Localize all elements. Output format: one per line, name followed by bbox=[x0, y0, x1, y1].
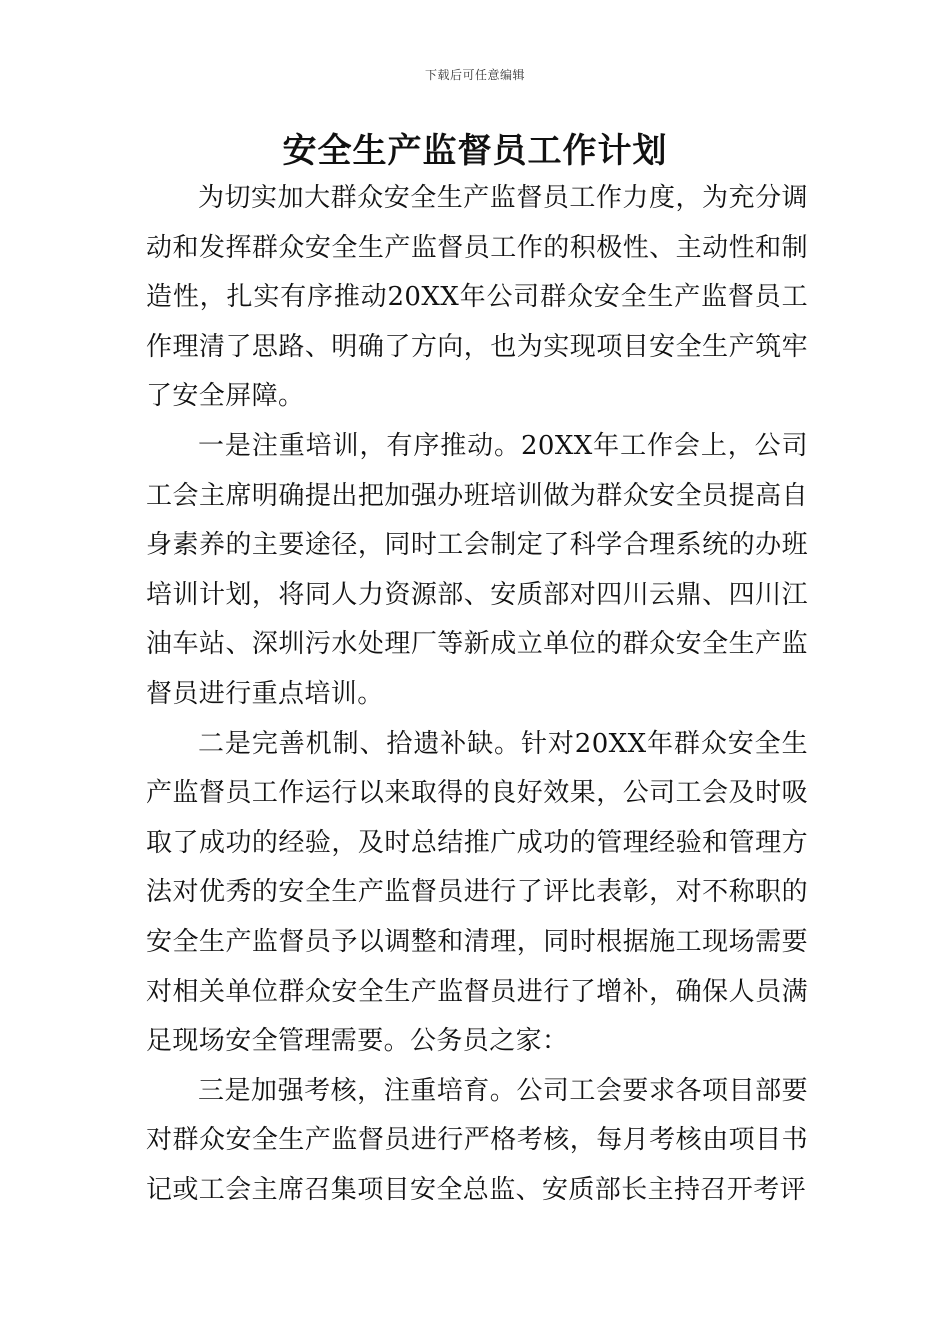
paragraph-assessment: 三是加强考核，注重培育。公司工会要求各项目部要对群众安全生产监督员进行严格考核，每月考核由项目书记或工会主席召集项目安全总监、安质部长主持召开考评 bbox=[146, 1075, 808, 1205]
paragraph-training: 一是注重培训，有序推动。20XX年工作会上，公司工会主席明确提出把加强办班培训做为群众安全员提高自身素养的主要途径，同时工会制定了科学合理系统的办班培训计划，将同人力资源部、安质部对四川云鼎、四川江油车站、深圳污水处理厂等新成立单位的群众安全生产监督员进行重点培训。 bbox=[146, 430, 808, 709]
paragraph-intro: 为切实加大群众安全生产监督员工作力度，为充分调动和发挥群众安全生产监督员工作的积极性、主动性和制造性，扎实有序推动20XX年公司群众安全生产监督员工作理清了思路、明确了方向，也为实现项目安全生产筑牢了安全屏障。 bbox=[146, 183, 808, 412]
document-title: 安全生产监督员工作计划 bbox=[282, 131, 668, 171]
header-note: 下载后可任意编辑 bbox=[424, 68, 525, 82]
paragraph-mechanism: 二是完善机制、拾遗补缺。针对20XX年群众安全生产监督员工作运行以来取得的良好效果，公司工会及时吸取了成功的经验，及时总结推广成功的管理经验和管理方法对优秀的安全生产监督员进行了评比表彰，对不称职的安全生产监督员予以调整和清理，同时根据施工现场需要对相关单位群众安全生产监督员进行了增补，确保人员满足现场安全管理需要。公务员之家： bbox=[146, 728, 808, 1057]
document-body bbox=[146, 174, 808, 1215]
